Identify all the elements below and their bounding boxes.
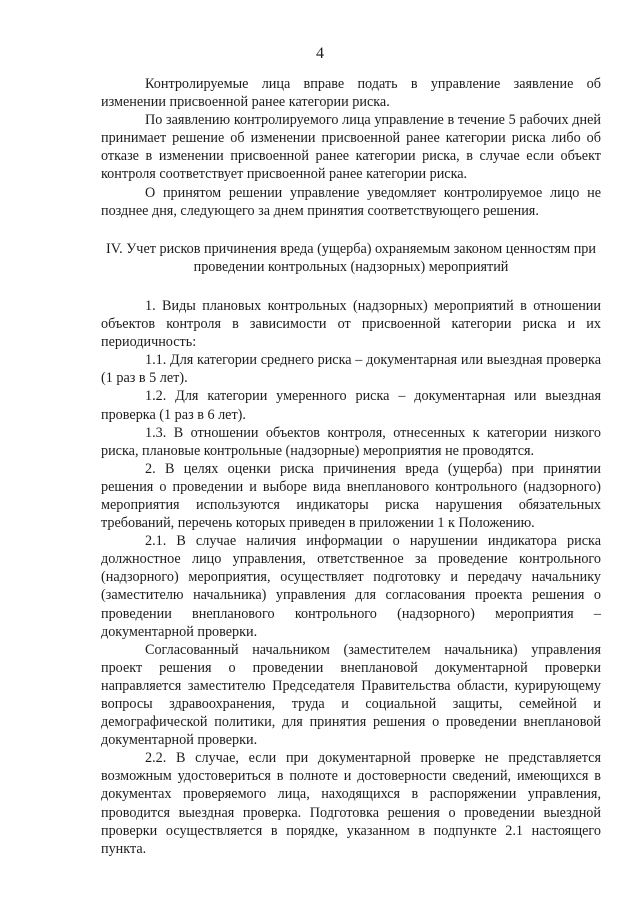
- paragraph-approval: Согласованный начальником (заместителем начальника) управления проект решения о проведении внеплановой документарной проверки направляется заместителю Председателя Правительства области, курирующему вопросы здравоохранения, труда и социальной защиты, семейной и демографической политики, для принятия решения о проведении внеплановой документарной проверки.: [101, 641, 601, 749]
- paragraph-item-1-2: 1.2. Для категории умеренного риска – документарная или выездная проверка (1 раз в 6 лет).: [101, 388, 601, 423]
- paragraph-right-to-apply: Контролируемые лица вправе подать в управление заявление об изменении присвоенной ранее категории риска.: [101, 76, 601, 111]
- paragraph-item-1-3: 1.3. В отношении объектов контроля, отнесенных к категории низкого риска, плановые контрольные (надзорные) мероприятия не проводятся.: [101, 424, 601, 459]
- paragraph-decision-period: По заявлению контролируемого лица управление в течение 5 рабочих дней принимает решение об изменении присвоенной ранее категории риска либо об отказе в изменении присвоенной ранее категории риска, в случае если объект контроля соответствует присвоенной ранее категории риска.: [101, 112, 601, 183]
- paragraph-notification: О принятом решении управление уведомляет контролируемое лицо не позднее дня, следующего за днем принятия соответствующего решения.: [101, 184, 601, 219]
- paragraph-item-2-2: 2.2. В случае, если при документарной проверке не представляется возможным удостовериться в полноте и достоверности сведений, имеющихся в документах проверяемого лица, находящихся в распоряжении управления, проводится выездная проверка. Подготовка решения о проведении выездной проверки осуществляется в порядке, указанном в подпункте 2.1 настоящего пункта.: [101, 750, 601, 857]
- paragraph-item-1: 1. Виды плановых контрольных (надзорных) мероприятий в отношении объектов контроля в зависимости от присвоенной категории риска и их периодичность:: [101, 297, 601, 351]
- page-number: 4: [316, 45, 324, 62]
- section-heading: IV. Учет рисков причинения вреда (ущерба) охраняемым законом ценностям при проведении контрольных (надзорных) мероприятий: [106, 240, 596, 275]
- paragraph-item-2: 2. В целях оценки риска причинения вреда (ущерба) при принятии решения о проведении и выборе вида внепланового контрольного (надзорного) мероприятия используются индикаторы риска нарушения обязательных требований, перечень которых приведен в приложении 1 к Положению.: [101, 460, 601, 532]
- paragraph-item-1-1: 1.1. Для категории среднего риска – документарная или выездная проверка (1 раз в 5 лет).: [101, 352, 601, 387]
- paragraph-item-2-1: 2.1. В случае наличия информации о нарушении индикатора риска должностное лицо управления, ответственное за проведение контрольного (надзорного) мероприятия, осуществляет подготовку и передачу начальнику (заместителю начальника) управления для согласования проекта решения о проведении внепланового контрольного (надзорного) мероприятия – документарной проверки.: [101, 533, 601, 640]
- document-body: [101, 75, 601, 858]
